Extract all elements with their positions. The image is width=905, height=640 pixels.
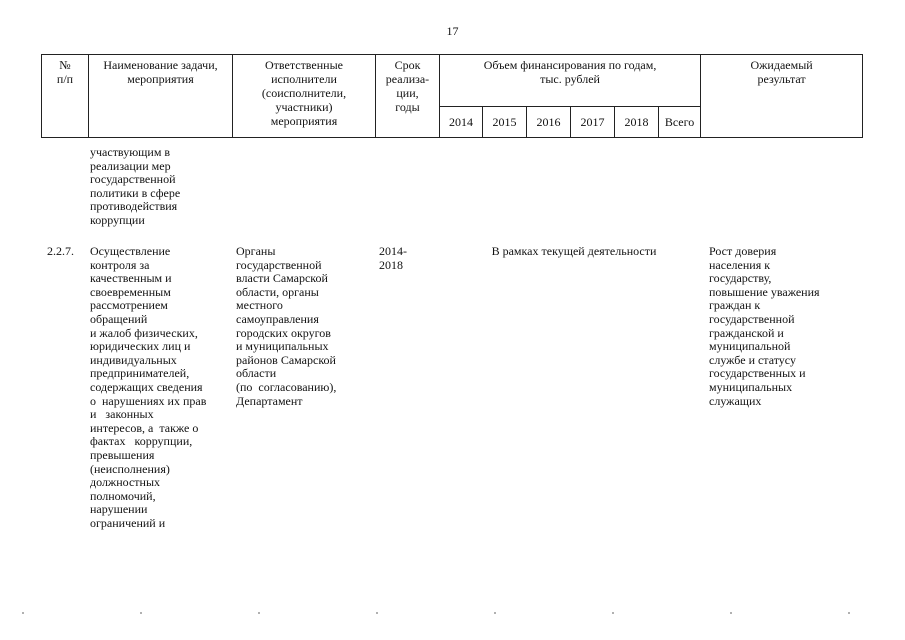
header-year-2018: 2018	[615, 107, 659, 138]
table-header	[41, 54, 863, 138]
header-year-2017: 2017	[571, 107, 615, 138]
header-total: Всего	[659, 107, 701, 138]
scan-dots	[0, 612, 905, 622]
row-funding: В рамках текущей деятельности	[491, 244, 657, 258]
header-year-2016: 2016	[527, 107, 571, 138]
continuation-text: участвующим в реализации мер государственной политики в сфере противодействия коррупции	[90, 145, 181, 227]
row-number: 2.2.7.	[47, 244, 74, 258]
row-responsible: Органы государственной власти Самарской области, органы местного самоуправления городских округов и муниципальных районов Самарской области (по согласованию), Департамент	[236, 244, 337, 408]
header-term: Срок реализа- ции, годы	[376, 55, 440, 138]
header-funding: Объем финансирования по годам, тыс. рублей	[440, 55, 701, 107]
header-responsible: Ответственные исполнители (соисполнители, участники) мероприятия	[233, 55, 376, 138]
page-number: 17	[446, 24, 459, 38]
row-result: Рост доверия населения к государству, повышение уважения граждан к государственной гражданской и муниципальной службе и статусу государственных и муниципальных служащих	[709, 244, 820, 408]
header-year-2014: 2014	[440, 107, 483, 138]
row-task: Осуществление контроля за качественным и своевременным рассмотрением обращений и жалоб физических, юридических лиц и индивидуальных предпринимателей, содержащих сведения о нарушениях их прав и законных интересов, а также о фактах коррупции, превышения (неисполнения) должностных полномочий, нарушении ограничений и	[90, 244, 207, 530]
header-num: № п/п	[42, 55, 89, 138]
header-year-2015: 2015	[483, 107, 527, 138]
header-task: Наименование задачи, мероприятия	[89, 55, 233, 138]
header-result: Ожидаемый результат	[701, 55, 863, 138]
row-term: 2014- 2018	[379, 244, 407, 272]
